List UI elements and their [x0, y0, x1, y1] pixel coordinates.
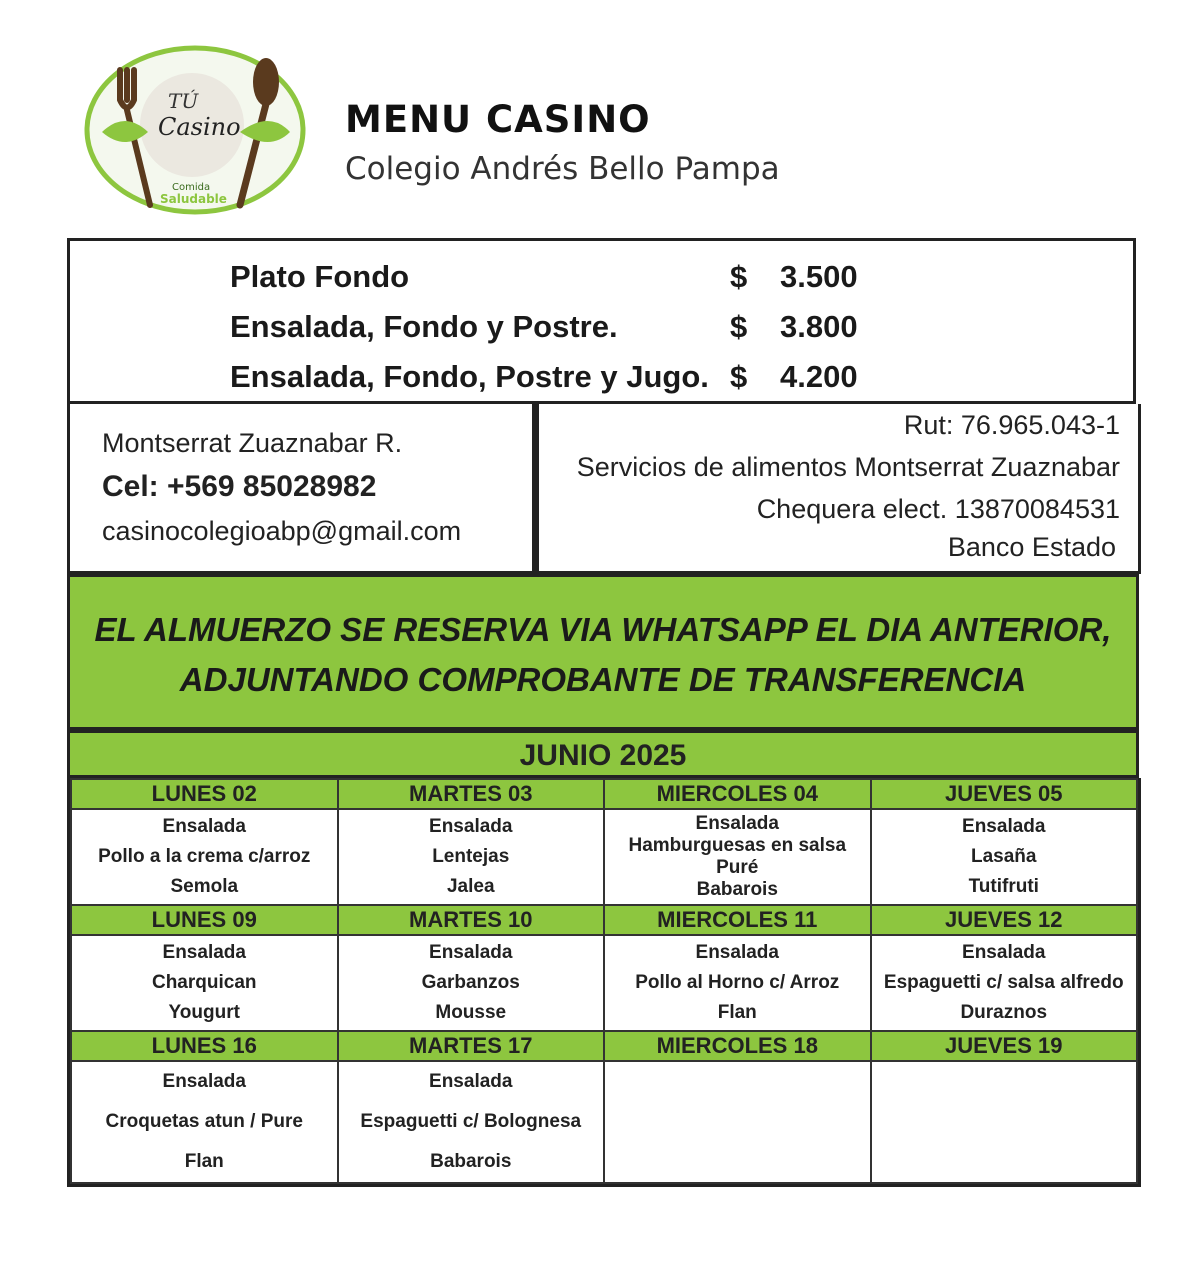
menu-item: Jalea [446, 876, 495, 897]
price-row [230, 309, 858, 345]
menu-item: Garbanzos [421, 972, 520, 993]
casino-logo [80, 40, 310, 220]
price-label: Ensalada, Fondo, Postre y Jugo. [230, 359, 709, 394]
day-header: MARTES 10 [338, 905, 605, 935]
menu-item: Lasaña [971, 846, 1037, 867]
bank-account: Chequera elect. 13870084531 [756, 494, 1120, 524]
menu-item: Hamburguesas en salsa [628, 835, 847, 856]
contact-box [67, 404, 535, 574]
menu-item: Mousse [435, 1002, 507, 1023]
menu-grid [67, 778, 1141, 1187]
day-header-row [71, 1031, 1137, 1061]
price-row [230, 259, 858, 295]
menu-cell [871, 809, 1138, 905]
bank-company: Servicios de alimentos Montserrat Zuaznabar [576, 452, 1120, 482]
day-header-row [71, 905, 1137, 935]
price-amount: 3.800 [780, 309, 858, 344]
day-header: JUEVES 19 [871, 1031, 1138, 1061]
menu-cell [871, 935, 1138, 1031]
price-amount: 4.200 [780, 359, 858, 394]
day-header: MIERCOLES 04 [604, 779, 871, 809]
page-subtitle: Colegio Andrés Bello Pampa [345, 151, 780, 187]
menu-item: Babarois [696, 879, 778, 900]
notice-line-2: ADJUNTANDO COMPROBANTE DE TRANSFERENCIA [179, 661, 1027, 698]
logo-text-tu: TÚ [168, 89, 199, 113]
menu-item: Flan [717, 1002, 757, 1023]
menu-item: Flan [184, 1151, 224, 1172]
menu-item: Pollo al Horno c/ Arroz [635, 972, 840, 993]
price-label: Plato Fondo [230, 259, 410, 294]
day-header: LUNES 09 [71, 905, 338, 935]
price-row [230, 359, 858, 395]
menu-cell [604, 935, 871, 1031]
bank-box [535, 404, 1141, 574]
notice-line-1: EL ALMUERZO SE RESERVA VIA WHATSAPP EL DIA ANTERIOR, [94, 611, 1112, 648]
day-header: LUNES 16 [71, 1031, 338, 1061]
menu-row [71, 809, 1137, 905]
day-header: MARTES 03 [338, 779, 605, 809]
menu-item: Ensalada [162, 1071, 246, 1092]
menu-item: Croquetas atun / Pure [105, 1111, 303, 1132]
price-currency: $ [730, 259, 748, 294]
bank-rut: Rut: 76.965.043-1 [903, 410, 1120, 440]
logo-text-casino: Casino [158, 113, 241, 141]
menu-item: Ensalada [429, 816, 513, 837]
title-block [345, 98, 780, 187]
menu-cell [338, 935, 605, 1031]
menu-item: Charquican [151, 972, 257, 993]
price-currency: $ [730, 309, 748, 344]
menu-cell-empty [871, 1061, 1138, 1183]
day-header: MIERCOLES 18 [604, 1031, 871, 1061]
menu-cell [71, 809, 338, 905]
menu-item: Ensalada [695, 813, 779, 834]
bank-name: Banco Estado [947, 532, 1116, 562]
logo-text-saludable: Saludable [160, 192, 227, 206]
day-header: LUNES 02 [71, 779, 338, 809]
price-amount: 3.500 [780, 259, 858, 294]
day-header-row [71, 779, 1137, 809]
menu-item: Espaguetti c/ salsa alfredo [883, 972, 1124, 993]
day-header: MIERCOLES 11 [604, 905, 871, 935]
menu-cell [338, 1061, 605, 1183]
menu-cell [71, 935, 338, 1031]
menu-cell-empty [604, 1061, 871, 1183]
menu-cell [71, 1061, 338, 1183]
menu-item: Duraznos [960, 1002, 1048, 1023]
day-header: JUEVES 12 [871, 905, 1138, 935]
contact-phone: Cel: +569 85028982 [102, 470, 377, 503]
menu-item: Puré [716, 857, 759, 878]
price-currency: $ [730, 359, 748, 394]
page-title: MENU CASINO [345, 98, 651, 141]
menu-row [71, 1061, 1137, 1183]
day-header: JUEVES 05 [871, 779, 1138, 809]
menu-item: Yougurt [168, 1002, 240, 1023]
menu-cell [604, 809, 871, 905]
menu-row [71, 935, 1137, 1031]
price-list [67, 238, 1136, 404]
menu-item: Espaguetti c/ Bolognesa [360, 1111, 582, 1132]
menu-item: Ensalada [162, 816, 246, 837]
menu-item: Pollo a la crema c/arroz [98, 846, 311, 867]
price-label: Ensalada, Fondo y Postre. [230, 309, 618, 344]
menu-item: Ensalada [429, 942, 513, 963]
month-header: JUNIO 2025 [67, 730, 1139, 778]
reservation-notice [67, 574, 1139, 730]
menu-item: Ensalada [429, 1071, 513, 1092]
contact-email: casinocolegioabp@gmail.com [102, 516, 462, 546]
menu-item: Ensalada [962, 942, 1046, 963]
contact-name: Montserrat Zuaznabar R. [102, 428, 403, 458]
menu-item: Lentejas [432, 846, 510, 867]
menu-item: Babarois [430, 1151, 512, 1172]
day-header: MARTES 17 [338, 1031, 605, 1061]
menu-cell [338, 809, 605, 905]
header [80, 40, 1140, 230]
menu-item: Semola [170, 876, 239, 897]
menu-item: Ensalada [962, 816, 1046, 837]
menu-item: Tutifruti [968, 876, 1039, 897]
menu-item: Ensalada [695, 942, 779, 963]
logo-text-comida: Comida [172, 182, 211, 193]
menu-item: Ensalada [162, 942, 246, 963]
